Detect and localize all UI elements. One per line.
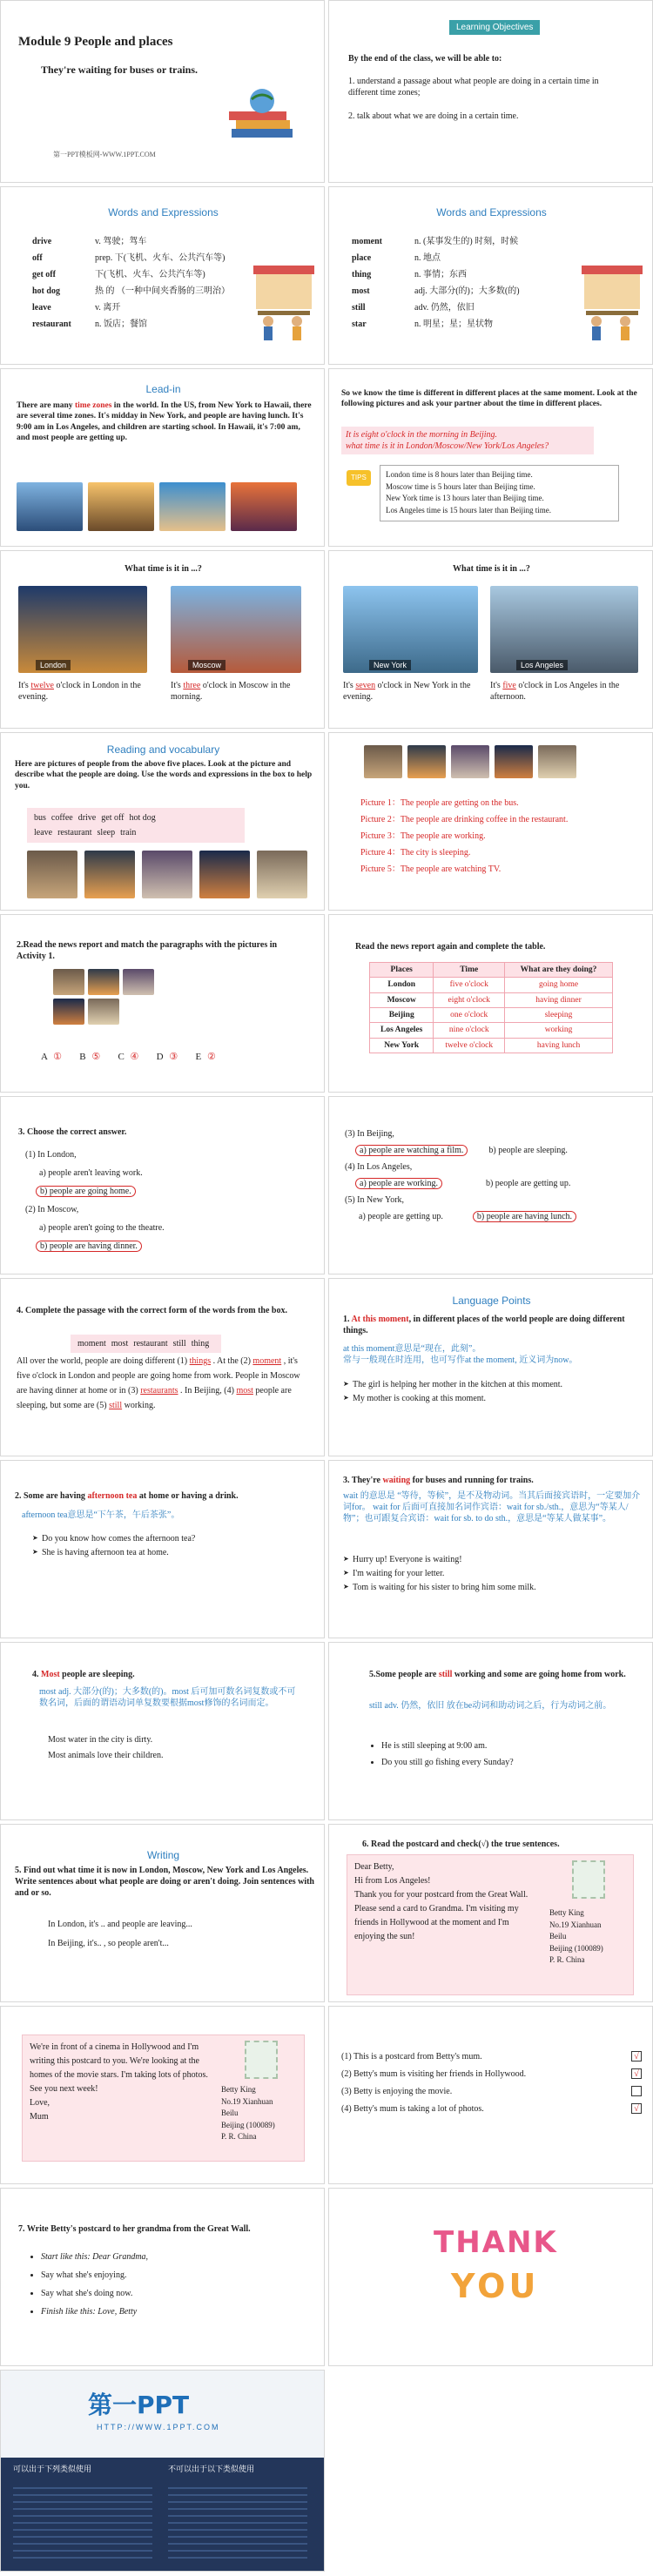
- question-line-2: what time is it in London/Moscow/New York/Los Angeles?: [346, 441, 549, 451]
- postcard-message: Dear Betty, Hi from Los Angeles! Thank you for your postcard from the Great Wall. Please send a card to Grandma. I'm visiting my friends in Hollywood at the moment and I'm enjoying the sun!: [354, 1862, 528, 1941]
- answer-losangeles: It's five o'clock in Los Angeles in the afternoon.: [490, 681, 620, 702]
- slide-language-point-4: [0, 1642, 325, 1820]
- photo-activity: [199, 851, 250, 898]
- slide-choose-1: [0, 1096, 325, 1275]
- question-box: [341, 427, 594, 454]
- word: place: [352, 253, 372, 263]
- slide-postcard-1: [328, 1824, 653, 2002]
- postcard: [22, 2035, 305, 2162]
- time-difference-text: So we know the time is different in different places at the same moment. Look at the following pictures and ask your partner about the time in different places.: [341, 389, 637, 409]
- slide-language-point-2: [0, 1460, 325, 1638]
- places-table: Places Time What are they doing? London five o'clock going home Moscow eight o'clock having dinner Beijing one o'clock sleeping Los Angeles nine o'clock working New York twelve o'clock having lunch: [369, 962, 613, 1053]
- word: restaurant: [32, 319, 71, 329]
- photo-activity: [27, 851, 77, 898]
- slide-words-2: [328, 186, 653, 365]
- postcard: [347, 1854, 634, 1995]
- tip: Moscow time is 5 hours later than Beijing time.: [386, 481, 535, 491]
- word-meaning: 热 的 （一种中间夹香肠的三明治）: [95, 286, 230, 296]
- box-word: train: [120, 828, 137, 837]
- photo-activity: [538, 745, 576, 778]
- word-list: [352, 231, 561, 335]
- slide-writing: [0, 1824, 325, 2002]
- objectives-badge: Learning Objectives: [449, 20, 540, 35]
- answer-moscow: It's three o'clock in Moscow in the morning.: [171, 681, 291, 702]
- word-meaning: n. 地点: [414, 253, 441, 263]
- objective-2: 2. talk about what we are doing in a certain time.: [348, 111, 519, 121]
- slide-time-differences: [328, 368, 653, 547]
- slide-footer: [0, 2370, 325, 2572]
- you-text: YOU: [451, 2267, 540, 2305]
- slide-match-paragraphs: [0, 914, 325, 1093]
- word-meaning: n. 饭店；餐馆: [95, 319, 147, 329]
- photo-losangeles: [490, 586, 638, 673]
- example-list: ➤ Hurry up! Everyone is waiting! ➤ I'm waiting for your letter. ➤ Tom is waiting for his sister to bring him some milk.: [343, 1551, 639, 1596]
- word: thing: [352, 270, 372, 279]
- point-heading: 1. At this moment, in different places of the world people are doing different things.: [343, 1315, 625, 1335]
- photo-activity: [142, 851, 192, 898]
- point-explanation: at this moment意思是“现在，此刻”。 常与一般现在时连用，也可写作at the moment, 近义词为now。: [343, 1344, 578, 1365]
- photo-activity: [88, 969, 119, 995]
- word-meaning: v. 驾驶；驾车: [95, 237, 147, 246]
- point-heading: 4. Most people are sleeping.: [32, 1670, 135, 1679]
- photo-activity: [451, 745, 489, 778]
- brand-url[interactable]: HTTP://WWW.1PPT.COM: [97, 2423, 220, 2431]
- slide-lead-in: [0, 368, 325, 547]
- instructions: Here are pictures of people from the above five places. Look at the picture and describe what the people are doing. Use the words and expressions in the box to help you.: [15, 760, 313, 790]
- word-meaning: n. 明星；星；星状物: [414, 319, 493, 329]
- photo-newyork: [17, 482, 83, 531]
- word-meaning: n. 事情；东西: [414, 270, 467, 279]
- word-meaning: 下(飞机、火车、公共汽车等): [95, 270, 205, 279]
- exercise-title: 4. Complete the passage with the correct form of the words from the box.: [17, 1306, 287, 1315]
- word: still: [352, 303, 366, 313]
- postcard-address: Betty King No.19 Xianhuan Beilu Beijing (100089) P. R. China: [549, 1908, 603, 1964]
- box-word: get off: [101, 813, 125, 823]
- slide-language-point-3: [328, 1460, 653, 1638]
- word-meaning: adv. 仍然，依旧: [414, 303, 475, 313]
- passage-text: All over the world, people are doing different (1) things . At the (2) moment , it's five o'clock in London and people are going home from work. People in Moscow are having dinner at home or in (3) restaurants . In Beijing, (4) most people are sleeping, but some are (5) still working.: [17, 1356, 300, 1410]
- photo-activity: [407, 745, 446, 778]
- bus-stop-illustration-icon: [577, 259, 647, 341]
- answer-london: It's twelve o'clock in London in the evening.: [18, 681, 141, 702]
- link-list-placeholder: [13, 2482, 152, 2560]
- box-word: leave: [34, 828, 53, 837]
- word-meaning: n. (某事发生的) 时刻，时候: [414, 237, 519, 246]
- word-list: [32, 231, 232, 335]
- slide-language-point-1: [328, 1278, 653, 1456]
- slide-words-1: [0, 186, 325, 365]
- word: drive: [32, 237, 52, 246]
- postcard-address: Betty King No.19 Xianhuan Beilu Beijing (100089) P. R. China: [221, 2085, 275, 2141]
- section-title: Words and Expressions: [108, 206, 219, 219]
- sample-sentence: In Beijing, it's.. , so people aren't...: [48, 1939, 169, 1948]
- point-heading: 2. Some are having afternoon tea at home or having a drink.: [15, 1491, 239, 1501]
- example-list: Most water in the city is dirty. Most animals love their children.: [48, 1735, 164, 1760]
- photo-activity: [53, 969, 84, 995]
- box-word: drive: [77, 813, 97, 823]
- section-title: Language Points: [452, 1295, 531, 1307]
- tip: Los Angeles time is 15 hours later than Beijing time.: [386, 506, 551, 515]
- usage-panel: [1, 2458, 325, 2572]
- slide-true-sentences: [328, 2006, 653, 2184]
- photo-activity: [84, 851, 135, 898]
- slide-heading: What time is it in ...?: [453, 564, 530, 574]
- lesson-subtitle: They're waiting for buses or trains.: [41, 64, 199, 76]
- writing-task: 5. Find out what time it is now in London, Moscow, New York and Los Angeles. Write sentences about what people are doing or aren't doing. Join sentences with and or so.: [15, 1866, 314, 1898]
- tip: London time is 8 hours later than Beijing time.: [386, 470, 533, 479]
- caption-moscow: Moscow: [188, 660, 226, 670]
- books-illustration-icon: [219, 84, 306, 149]
- slide-postcard-2: [0, 2006, 325, 2184]
- checkbox[interactable]: [631, 2086, 642, 2096]
- exercise-title: 6. Read the postcard and check(√) the true sentences.: [362, 1840, 560, 1849]
- photo-moscow: [171, 586, 301, 673]
- photo-hawaii: [159, 482, 226, 531]
- checkbox[interactable]: √: [631, 2103, 642, 2114]
- sample-sentence: In London, it's .. and people are leaving...: [48, 1920, 192, 1929]
- link-list-placeholder: [168, 2482, 307, 2560]
- tips-box: [380, 465, 619, 521]
- photo-activity: [123, 969, 154, 995]
- word-meaning: prep. 下(飞机、火车、公共汽车等): [95, 253, 226, 263]
- word: get off: [32, 270, 56, 279]
- sentence-list: (1) This is a postcard from Betty's mum. √ (2) Betty's mum is visiting her friends in Hollywood. √ (3) Betty is enjoying the movie. (4) Betty's mum is taking a lot of photos. √: [341, 2045, 642, 2121]
- point-explanation: afternoon tea意思是“下午茶，午后茶张”。: [22, 1510, 180, 1520]
- thank-text: THANK: [434, 2225, 558, 2260]
- photo-sunrise: [231, 482, 297, 531]
- tips-badge: TIPS: [347, 470, 371, 486]
- instruction-list: • Start like this: Dear Grandma, • Say what she's enjoying. • Say what she's doing now. • Finish like this: Love, Betty: [41, 2244, 302, 2324]
- slide-thank-you: [328, 2188, 653, 2366]
- word-box: moment most restaurant still thing: [71, 1335, 221, 1353]
- stamp-icon: [245, 2041, 278, 2079]
- word: leave: [32, 303, 51, 313]
- word-meaning: adj. 大部分(的)；大多数(的): [414, 286, 520, 296]
- point-explanation: most adj. 大部分(的)；大多数(的)。most 后可加可数名词复数或不可数名词，后面的谓语动词单复数要根据most修饰的名词而定。: [39, 1687, 296, 1708]
- point-explanation: wait 的意思是 “等待，等候”，是不及物动词。当其后面接宾语时，一定要加介词for。 wait for 后面可直接加名词作宾语：wait for sb./sth.，意思为“等某人/物”；也可跟复合宾语：wait for sb. to do sth.，意思是“等某人做某事”。: [343, 1491, 641, 1523]
- module-title: Module 9 People and places: [18, 35, 173, 49]
- photo-london: [18, 586, 147, 673]
- checkbox[interactable]: √: [631, 2068, 642, 2079]
- box-word: bus: [34, 813, 46, 823]
- word: star: [352, 319, 367, 329]
- slide-what-time-2: [328, 550, 653, 729]
- postcard-message: We're in front of a cinema in Hollywood and I'm writing this postcard to you. We're looking at the homes of the movie stars. I'm taking lots of photos. See you next week! Love, Mum: [30, 2042, 208, 2122]
- site-watermark: 第一PPT模板网-WWW.1PPT.COM: [53, 151, 156, 158]
- box-word: restaurant: [57, 828, 92, 837]
- slide-language-point-5: [328, 1642, 653, 1820]
- exercise-title: Read the news report again and complete the table.: [355, 942, 546, 952]
- exercise-title: 3. Choose the correct answer.: [18, 1127, 127, 1137]
- stamp-icon: [572, 1860, 605, 1899]
- photo-activity: [53, 999, 84, 1025]
- usage-allowed-heading: 可以出于下列类似使用: [13, 2465, 92, 2473]
- word-box: [27, 808, 245, 843]
- box-word: sleep: [97, 828, 116, 837]
- section-title: Lead-in: [145, 383, 181, 395]
- slide-reading-vocab: [0, 732, 325, 911]
- word: off: [32, 253, 43, 263]
- slide-complete-table: [328, 914, 653, 1093]
- example-list: ➤ Do you know how comes the afternoon tea? ➤ She is having afternoon tea at home.: [32, 1530, 311, 1561]
- slide-choose-2: [328, 1096, 653, 1275]
- question-line-1: It is eight o'clock in the morning in Beijing.: [346, 430, 498, 440]
- slide-heading: What time is it in ...?: [125, 564, 202, 574]
- bus-stop-illustration-icon: [249, 259, 319, 341]
- match-answers: A ① B ⑤ C ④ D ③ E ②: [41, 1052, 216, 1062]
- box-word: hot dog: [129, 813, 156, 823]
- checkbox[interactable]: √: [631, 2051, 642, 2061]
- word: most: [352, 286, 370, 296]
- choice-list: (3) In Beijing, a) people are watching a film. b) people are sleeping. (4) In Los Angeles, a) people are working. b) people are getting up. (5) In New York, a) people are getting up. b) people are having lunch.: [345, 1123, 641, 1227]
- tip: New York time is 13 hours later than Beijing time.: [386, 494, 544, 503]
- example-list: ➤ The girl is helping her mother in the kitchen at this moment. ➤ My mother is cooking at this moment.: [343, 1376, 639, 1407]
- photo-activity: [364, 745, 402, 778]
- word: hot dog: [32, 286, 60, 296]
- brand-logo: 第一PPT: [88, 2391, 190, 2419]
- exercise-title: 7. Write Betty's postcard to her grandma from the Great Wall.: [18, 2224, 251, 2234]
- caption-newyork: New York: [369, 660, 411, 670]
- example-list: • He is still sleeping at 9:00 am. • Do you still go fishing every Sunday?: [381, 1735, 634, 1773]
- objectives-intro: By the end of the class, we will be able to:: [348, 54, 502, 64]
- photo-activity: [257, 851, 307, 898]
- picture-description-list: Picture 1：The people are getting on the bus. Picture 2：The people are drinking coffee in the restaurant. Picture 3：The people are working. Picture 4：The city is sleeping. Picture 5：The people are watching TV.: [360, 798, 569, 874]
- lead-in-text: There are many time zones in the world. In the US, from New York to Hawaii, there are several time zones. It's midday in New York, and people are having lunch. It's 9:00 am in Los Angeles, and children are starting school. In Hawaii, it's 7:00 am, and most people are getting up.: [17, 401, 312, 443]
- point-heading: 5.Some people are still working and some are going home from work.: [369, 1670, 626, 1679]
- caption-losangeles: Los Angeles: [516, 660, 568, 670]
- slide-what-time-1: [0, 550, 325, 729]
- photo-losangeles: [88, 482, 154, 531]
- box-word: coffee: [50, 813, 73, 823]
- section-title: Reading and vocabulary: [106, 743, 220, 756]
- choice-list: (1) In London, a) people aren't leaving work. b) people are going home. (2) In Moscow, a) people aren't going to the theatre. b) people are having dinner.: [25, 1150, 165, 1251]
- usage-forbidden-heading: 不可以出于以下类似使用: [168, 2465, 255, 2473]
- slide-complete-passage: [0, 1278, 325, 1456]
- caption-london: London: [36, 660, 71, 670]
- photo-newyork: [343, 586, 478, 673]
- exercise-title: 2.Read the news report and match the paragraphs with the pictures in Activity 1.: [17, 940, 278, 961]
- slide-picture-descriptions: [328, 732, 653, 911]
- section-title: Writing: [146, 1849, 180, 1861]
- slide-objectives: [328, 0, 653, 183]
- slide-title: [0, 0, 325, 183]
- section-title: Words and Expressions: [436, 206, 547, 219]
- slide-write-postcard: [0, 2188, 325, 2366]
- answer-newyork: It's seven o'clock in New York in the evening.: [343, 681, 471, 702]
- point-explanation: still adv. 仍然，依旧 放在be动词和助动词之后，行为动词之前。: [369, 1701, 612, 1711]
- point-heading: 3. They're waiting for buses and running for trains.: [343, 1476, 534, 1485]
- photo-activity: [495, 745, 533, 778]
- objective-1: 1. understand a passage about what people are doing in a certain time in different time zones;: [348, 77, 599, 98]
- word-meaning: v. 离开: [95, 303, 121, 313]
- photo-activity: [88, 999, 119, 1025]
- word: moment: [352, 237, 382, 246]
